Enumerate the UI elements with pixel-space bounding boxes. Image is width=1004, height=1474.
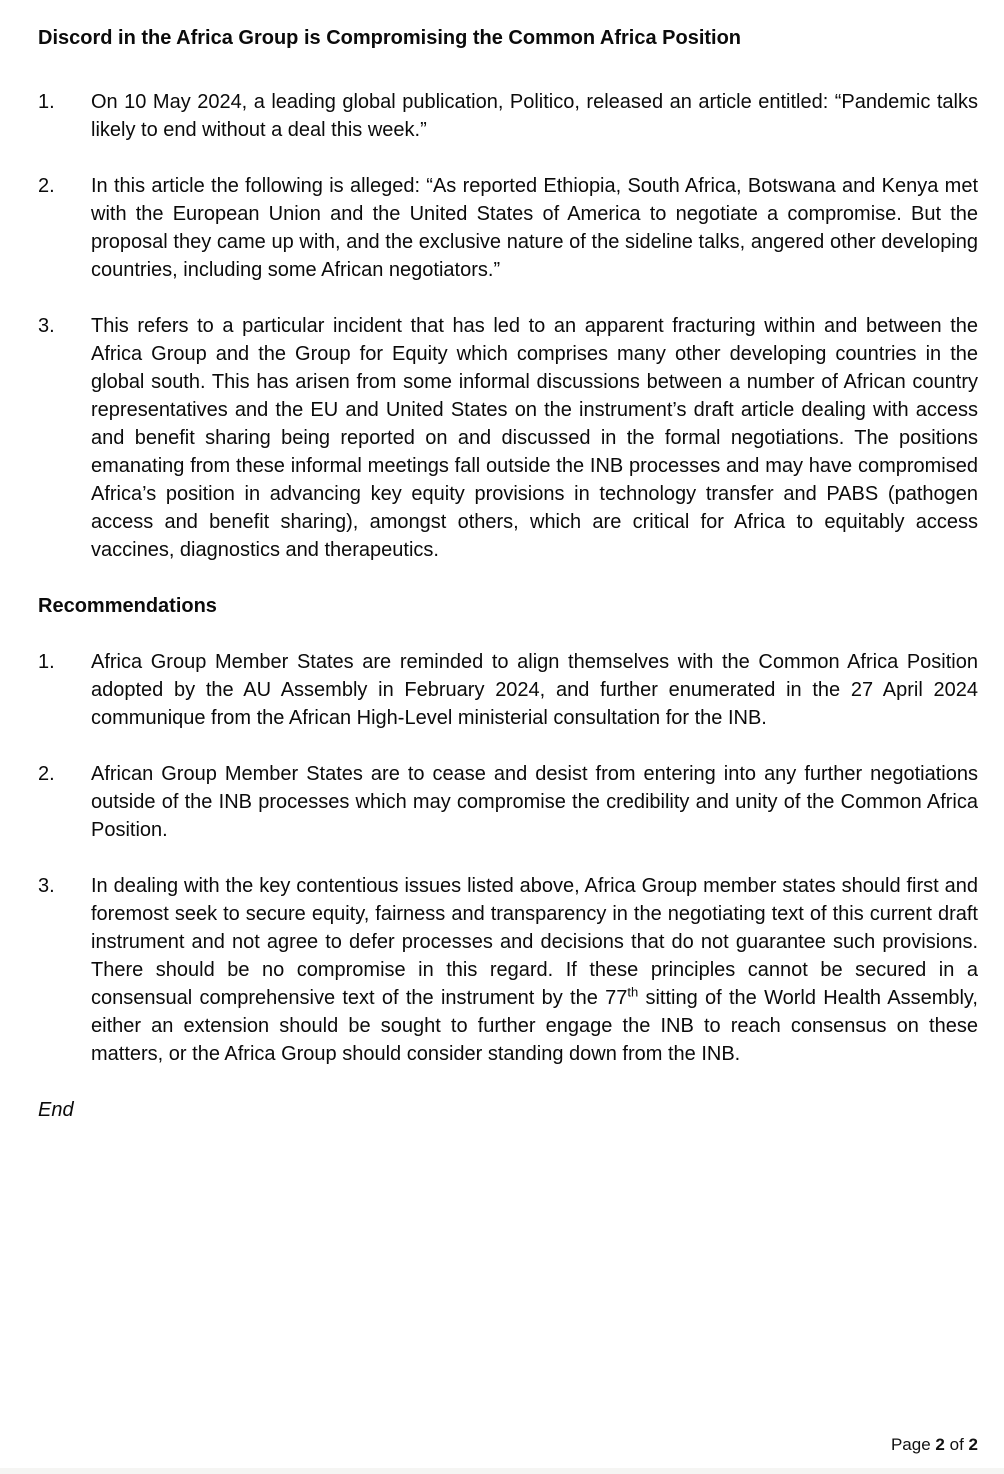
page-footer [891, 1434, 978, 1456]
list-item [38, 172, 978, 284]
list-item-text: African Group Member States are to cease and desist from entering into any further negotiations outside of the INB processes which may compromise the credibility and unity of the Common Africa Position. [91, 763, 978, 841]
list-item [38, 88, 978, 144]
list-item [38, 872, 978, 1068]
list-item-number: 3. [38, 315, 55, 337]
document-content [38, 24, 978, 1124]
list-item-text: In this article the following is alleged: “As reported Ethiopia, South Africa, Botswana and Kenya met with the European Union and the United States of America to negotiate a compromise. But the proposal they came up with, and the exclusive nature of the sideline talks, angered other developing countries, including some African negotiators.” [91, 175, 978, 281]
list-item-number: 3. [38, 875, 55, 897]
recommendations-heading: Recommendations [38, 595, 217, 617]
list-item-number: 2. [38, 763, 55, 785]
list-item-text-part: sitting of the World Health Assembly, either an extension should be sought to further engage the INB to reach consensus on these matters, or the Africa Group should consider standing down from the INB. [91, 987, 978, 1065]
end-marker: End [38, 1099, 74, 1121]
footer-page-number: 2 [935, 1435, 945, 1454]
list-item-text: On 10 May 2024, a leading global publication, Politico, released an article entitled: “Pandemic talks likely to end without a deal this week.” [91, 91, 978, 141]
intro-section [38, 88, 978, 564]
list-item [38, 648, 978, 732]
list-item-text: This refers to a particular incident that has led to an apparent fracturing within and between the Africa Group and the Group for Equity which comprises many other developing countries in the global south. This has arisen from some informal discussions between a number of African country representatives and the EU and United States on the instrument’s draft article dealing with access and benefit sharing being reported on and discussed in the formal negotiations. The positions emanating from these informal meetings fall outside the INB processes and may have compromised Africa’s position in advancing key equity provisions in technology transfer and PABS (pathogen access and benefit sharing), amongst others, which are critical for Africa to equitably access vaccines, diagnostics and therapeutics. [91, 315, 978, 561]
document-title: Discord in the Africa Group is Compromising the Common Africa Position [38, 27, 742, 49]
page-bottom-edge [0, 1468, 1004, 1474]
list-item [38, 312, 978, 564]
list-item-text [91, 872, 978, 1068]
footer-of-word: of [949, 1435, 964, 1454]
list-item [38, 760, 978, 844]
list-item-number: 1. [38, 651, 55, 673]
list-item-text-part: In dealing with the key contentious issues listed above, Africa Group member states should first and foremost seek to secure equity, fairness and transparency in the negotiating text of this current draft instrument and not agree to defer processes and decisions that do not guarantee such provisions. There should be no compromise in this regard. If these principles cannot be secured in a consensual comprehensive text of the instrument by the 77 [91, 875, 978, 1009]
list-item-text: Africa Group Member States are reminded to align themselves with the Common Africa Position adopted by the AU Assembly in February 2024, and further enumerated in the 27 April 2024 communique from the African High-Level ministerial consultation for the INB. [91, 651, 978, 729]
footer-page-word: Page [890, 1435, 931, 1454]
recommendations-section [38, 648, 978, 1068]
ordinal-superscript: th [627, 984, 639, 1000]
list-item-number: 2. [38, 175, 55, 197]
list-item-number: 1. [38, 91, 55, 113]
footer-total-pages: 2 [968, 1435, 978, 1454]
